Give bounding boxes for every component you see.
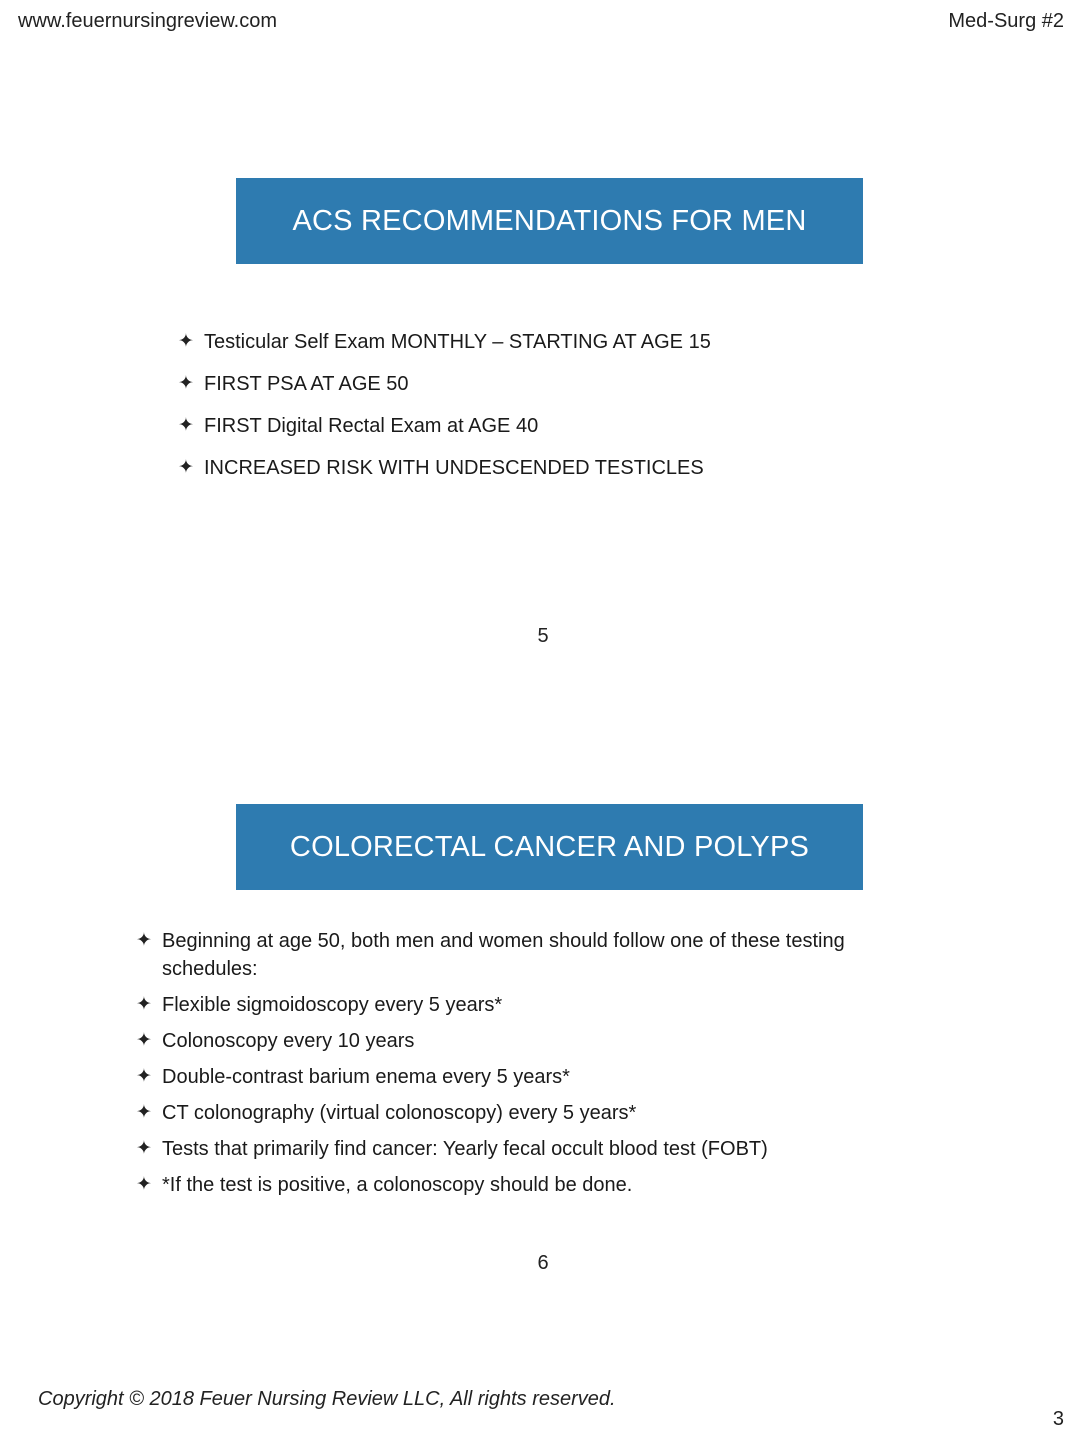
- list-item-text: Double-contrast barium enema every 5 years*: [162, 1066, 570, 1088]
- list-item-text: Tests that primarily find cancer: Yearly fecal occult blood test (FOBT): [162, 1138, 768, 1160]
- four-pointed-star-icon: ✦: [136, 1102, 152, 1123]
- slide-number: 5: [537, 625, 549, 647]
- four-pointed-star-icon: ✦: [136, 994, 152, 1015]
- bullet-list-colorectal-cancer: [136, 927, 896, 1207]
- list-item-text: Testicular Self Exam MONTHLY – STARTING AT AGE 15: [204, 331, 711, 353]
- slide-number: 6: [537, 1252, 549, 1274]
- slide-title-text: ACS RECOMMENDATIONS FOR MEN: [292, 204, 807, 237]
- four-pointed-star-icon: ✦: [136, 1066, 152, 1087]
- website-url: www.feuernursingreview.com: [18, 10, 277, 32]
- list-item: [178, 454, 878, 482]
- slide-title-colorectal-cancer: [236, 804, 863, 890]
- list-item: [136, 927, 896, 983]
- slide-title-text: COLORECTAL CANCER AND POLYPS: [289, 830, 810, 863]
- list-item-text: FIRST PSA AT AGE 50: [204, 373, 409, 395]
- list-item-text: CT colonography (virtual colonoscopy) every 5 years*: [162, 1102, 637, 1124]
- four-pointed-star-icon: ✦: [136, 1030, 152, 1051]
- list-item: [178, 412, 878, 440]
- four-pointed-star-icon: ✦: [178, 415, 194, 436]
- four-pointed-star-icon: ✦: [136, 1174, 152, 1195]
- list-item: [136, 1135, 896, 1163]
- list-item-text: Beginning at age 50, both men and women should follow one of these testing schedules:: [162, 930, 845, 980]
- page-number: 3: [1052, 1408, 1064, 1430]
- four-pointed-star-icon: ✦: [178, 331, 194, 352]
- list-item-text: Colonoscopy every 10 years: [162, 1030, 415, 1052]
- list-item: [136, 1099, 896, 1127]
- list-item: [178, 328, 878, 356]
- four-pointed-star-icon: ✦: [136, 1138, 152, 1159]
- list-item: [178, 370, 878, 398]
- list-item-text: *If the test is positive, a colonoscopy should be done.: [162, 1174, 633, 1196]
- copyright-notice: Copyright © 2018 Feuer Nursing Review LLC, All rights reserved.: [38, 1388, 616, 1410]
- four-pointed-star-icon: ✦: [178, 373, 194, 394]
- list-item-text: INCREASED RISK WITH UNDESCENDED TESTICLES: [204, 457, 704, 479]
- four-pointed-star-icon: ✦: [178, 457, 194, 478]
- list-item-text: Flexible sigmoidoscopy every 5 years*: [162, 994, 503, 1016]
- bullet-list-acs-recommendations: [178, 328, 878, 496]
- course-title: Med-Surg #2: [948, 10, 1064, 32]
- list-item: [136, 1063, 896, 1091]
- list-item: [136, 1027, 896, 1055]
- list-item: [136, 991, 896, 1019]
- slide-title-acs-recommendations: [236, 178, 863, 264]
- list-item-text: FIRST Digital Rectal Exam at AGE 40: [204, 415, 539, 437]
- four-pointed-star-icon: ✦: [136, 930, 152, 951]
- list-item: [136, 1171, 896, 1199]
